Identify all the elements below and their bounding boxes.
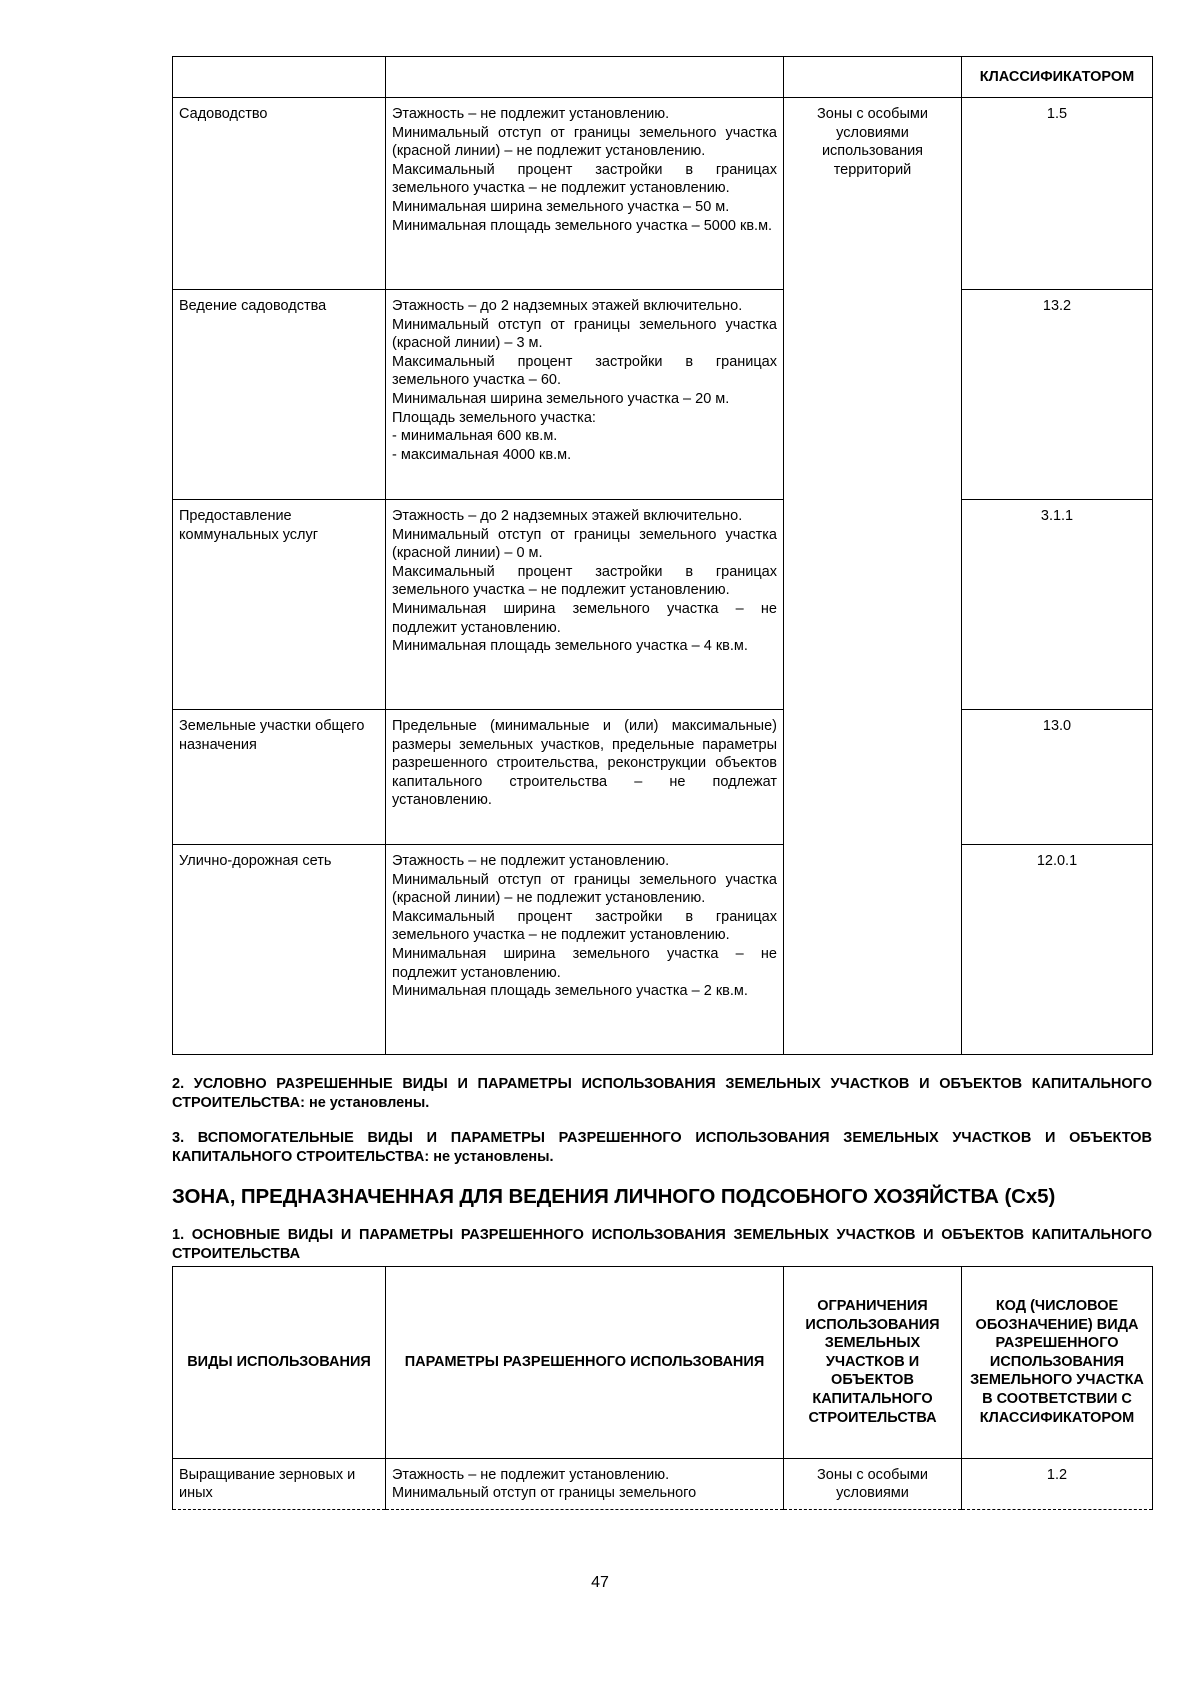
use-cell: Ведение садоводства: [173, 290, 386, 500]
top-zone-table: [172, 56, 1153, 1055]
code-cell: 1.5: [962, 98, 1153, 290]
zone-title: ЗОНА, ПРЕДНАЗНАЧЕННАЯ ДЛЯ ВЕДЕНИЯ ЛИЧНОГО ПОДСОБНОГО ХОЗЯЙСТВА (Сх5): [172, 1185, 1056, 1209]
code-cell: 13.0: [962, 710, 1153, 845]
params-cell: Этажность – не подлежит установлению. Минимальный отступ от границы земельного участка (красной линии) – не подлежит установлению. Максимальный процент застройки в границах земельного участка – не подлежит установлению. Минимальная ширина земельного участка – 50 м. Минимальная площадь земельного участка – 5000 кв.м.: [386, 98, 784, 290]
table-header-continuation: [173, 57, 1153, 98]
table-row: [173, 290, 1153, 500]
bottom-zone-table: [172, 1266, 1153, 1510]
table-row: [173, 710, 1153, 845]
use-cell: Улично-дорожная сеть: [173, 845, 386, 1055]
header-code: КОД (ЧИСЛОВОЕ ОБОЗНАЧЕНИЕ) ВИДА РАЗРЕШЕННОГО ИСПОЛЬЗОВАНИЯ ЗЕМЕЛЬНОГО УЧАСТКА В СООТВЕТСТВИИ С КЛАССИФИКАТОРОМ: [962, 1266, 1153, 1458]
restriction-cell: Зоны с особыми условиями использования территорий: [784, 98, 962, 1055]
params-cell: Этажность – не подлежит установлению. Минимальный отступ от границы земельного участка (красной линии) – не подлежит установлению. Максимальный процент застройки в границах земельного участка – не подлежит установлению. Минимальная ширина земельного участка – не подлежит установлению. Минимальная площадь земельного участка – 2 кв.м.: [386, 845, 784, 1055]
restriction-cell: Зоны с особыми условиями: [784, 1458, 962, 1509]
table-header-row: [173, 1266, 1153, 1458]
header-restrictions: ОГРАНИЧЕНИЯ ИСПОЛЬЗОВАНИЯ ЗЕМЕЛЬНЫХ УЧАСТКОВ И ОБЪЕКТОВ КАПИТАЛЬНОГО СТРОИТЕЛЬСТВА: [784, 1266, 962, 1458]
page-number: 47: [591, 1574, 609, 1591]
use-cell: Садоводство: [173, 98, 386, 290]
code-cell: 1.2: [962, 1458, 1153, 1509]
header-use: ВИДЫ ИСПОЛЬЗОВАНИЯ: [173, 1266, 386, 1458]
use-cell: Земельные участки общего назначения: [173, 710, 386, 845]
section-1-heading: 1. ОСНОВНЫЕ ВИДЫ И ПАРАМЕТРЫ РАЗРЕШЕННОГО ИСПОЛЬЗОВАНИЯ ЗЕМЕЛЬНЫХ УЧАСТКОВ И ОБЪЕКТОВ КАПИТАЛЬНОГО СТРОИТЕЛЬСТВА: [172, 1227, 1152, 1262]
table-row: [173, 98, 1153, 290]
header-params: ПАРАМЕТРЫ РАЗРЕШЕННОГО ИСПОЛЬЗОВАНИЯ: [386, 1266, 784, 1458]
section-3-heading: 3. ВСПОМОГАТЕЛЬНЫЕ ВИДЫ И ПАРАМЕТРЫ РАЗРЕШЕННОГО ИСПОЛЬЗОВАНИЯ ЗЕМЕЛЬНЫХ УЧАСТКОВ И ОБЪЕКТОВ КАПИТАЛЬНОГО СТРОИТЕЛЬСТВА: не установлены.: [172, 1130, 1152, 1165]
table-row: [173, 845, 1153, 1055]
section-2-heading: 2. УСЛОВНО РАЗРЕШЕННЫЕ ВИДЫ И ПАРАМЕТРЫ ИСПОЛЬЗОВАНИЯ ЗЕМЕЛЬНЫХ УЧАСТКОВ И ОБЪЕКТОВ КАПИТАЛЬНОГО СТРОИТЕЛЬСТВА: не установлены.: [172, 1076, 1152, 1111]
use-cell: Выращивание зерновых и иных: [173, 1458, 386, 1509]
params-cell: Этажность – до 2 надземных этажей включительно. Минимальный отступ от границы земельного участка (красной линии) – 3 м. Максимальный процент застройки в границах земельного участка – 60. Минимальная ширина земельного участка – 20 м. Площадь земельного участка: - минимальная 600 кв.м. - максимальная 4000 кв.м.: [386, 290, 784, 500]
params-cell: Этажность – не подлежит установлению. Минимальный отступ от границы земельного: [386, 1458, 784, 1509]
header-classifier: КЛАССИФИКАТОРОМ: [962, 57, 1153, 98]
code-cell: 12.0.1: [962, 845, 1153, 1055]
document-page: [172, 56, 1152, 1510]
code-cell: 3.1.1: [962, 500, 1153, 710]
table-row: [173, 1458, 1153, 1509]
params-cell: Этажность – до 2 надземных этажей включительно. Минимальный отступ от границы земельного участка (красной линии) – 0 м. Максимальный процент застройки в границах земельного участка – не подлежит установлению. Минимальная ширина земельного участка – не подлежит установлению. Минимальная площадь земельного участка – 4 кв.м.: [386, 500, 784, 710]
table-row: [173, 500, 1153, 710]
use-cell: Предоставление коммунальных услуг: [173, 500, 386, 710]
params-cell: Предельные (минимальные и (или) максимальные) размеры земельных участков, предельные параметры разрешенного строительства, реконструкции объектов капитального строительства – не подлежат установлению.: [386, 710, 784, 845]
code-cell: 13.2: [962, 290, 1153, 500]
